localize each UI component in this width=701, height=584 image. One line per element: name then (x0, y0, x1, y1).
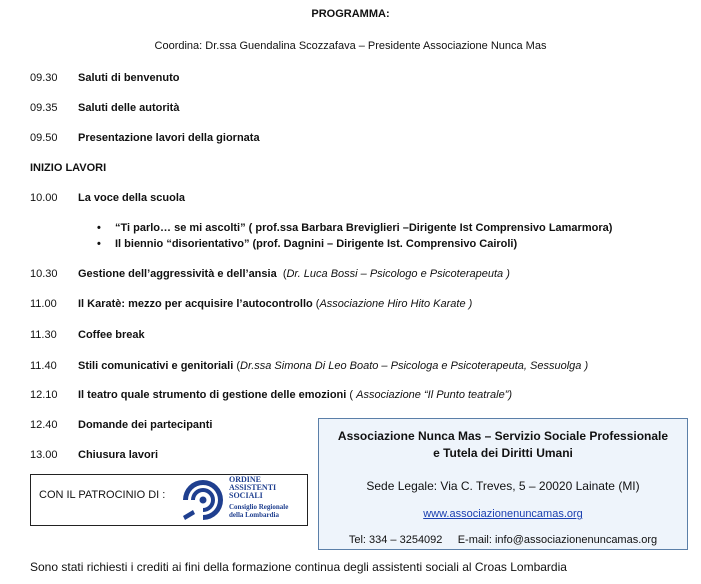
item-time: 10.30 (30, 268, 58, 280)
item-title: Coffee break (78, 329, 145, 341)
program-item (30, 389, 512, 401)
item-paren: ( (312, 298, 320, 310)
item-time: 12.10 (30, 389, 58, 401)
item-note: Associazione “Il Punto teatrale”) (356, 389, 513, 401)
program-item (30, 102, 179, 114)
association-title (319, 428, 687, 462)
program-item (30, 132, 260, 144)
item-time: 13.00 (30, 449, 58, 461)
item-title: Stili comunicativi e genitoriali (78, 360, 234, 372)
item-title: La voce della scuola (78, 192, 185, 204)
item-time: 10.00 (30, 192, 58, 204)
item-note: Dr. Luca Bossi – Psicologo e Psicoterapeuta ) (286, 268, 510, 280)
item-time: 09.35 (30, 102, 58, 114)
item-time: 11.30 (30, 329, 57, 341)
program-item (30, 329, 145, 341)
association-title-line-2: e Tutela dei Diritti Umani (433, 446, 573, 460)
logo-line-1: ORDINE (229, 475, 262, 484)
bullet-item (97, 222, 613, 234)
bullet-text: “Ti parlo… se mi ascolti” ( prof.ssa Barbara Breviglieri –Dirigente Ist Comprensivo Lamarmora) (115, 222, 613, 234)
item-title: Presentazione lavori della giornata (78, 132, 260, 144)
coordinator-line: Coordina: Dr.ssa Guendalina Scozzafava – Presidente Associazione Nunca Mas (154, 40, 547, 52)
bullet-dot-icon: • (97, 238, 101, 250)
program-item (30, 298, 472, 310)
item-title: Il teatro quale strumento di gestione delle emozioni (78, 389, 347, 401)
item-time: 09.50 (30, 132, 58, 144)
item-time: 11.00 (30, 298, 57, 310)
bullet-dot-icon: • (97, 222, 101, 234)
logo-line-5: della Lombardia (229, 511, 279, 519)
credits-footer-note: Sono stati richiesti i crediti ai fini della formazione continua degli assistenti sociali al Croas Lombardia (30, 560, 567, 574)
program-item (30, 268, 510, 280)
program-item (30, 72, 179, 84)
item-paren: ( (276, 268, 287, 280)
logo-line-4: Consiglio Regionale (229, 503, 289, 511)
association-website-link[interactable]: www.associazionenuncamas.org (423, 508, 583, 520)
ordine-assistenti-logo (181, 476, 307, 524)
program-item (30, 360, 588, 372)
association-address: Sede Legale: Via C. Treves, 5 – 20020 Lainate (MI) (366, 479, 640, 493)
logo-line-2: ASSISTENTI (229, 483, 277, 492)
item-title: Saluti di benvenuto (78, 72, 180, 84)
item-time: 11.40 (30, 360, 57, 372)
association-title-line-1: Associazione Nunca Mas – Servizio Sociale Professionale (337, 429, 669, 443)
item-paren: ( (233, 360, 240, 372)
program-item (30, 449, 158, 461)
patronage-label: CON IL PATROCINIO DI : (39, 489, 166, 501)
program-title: PROGRAMMA: (311, 8, 390, 20)
association-info-box (318, 418, 688, 550)
item-note: Dr.ssa Simona Di Leo Boato – Psicologa e Psicoterapeuta, Sessuolga ) (240, 360, 589, 372)
item-title: Domande dei partecipanti (78, 419, 213, 431)
item-title: Saluti delle autorità (78, 102, 180, 114)
association-contacts: Tel: 334 – 3254092 E-mail: info@associazionenuncamas.org (348, 534, 658, 546)
item-title: Gestione dell’aggressività e dell’ansia (78, 268, 277, 280)
bullet-item (97, 238, 518, 250)
item-title: Il Karatè: mezzo per acquisire l’autocontrollo (78, 298, 313, 310)
bullet-text: Il biennio “disorientativo” (prof. Dagnini – Dirigente Ist. Comprensivo Cairoli) (115, 238, 518, 250)
section-start-label: INIZIO LAVORI (30, 162, 107, 174)
item-time: 09.30 (30, 72, 58, 84)
item-time: 12.40 (30, 419, 58, 431)
program-item-school (30, 192, 185, 204)
program-item (30, 419, 212, 431)
item-paren: ( (346, 389, 357, 401)
item-title: Chiusura lavori (78, 449, 159, 461)
logo-line-3: SOCIALI (229, 491, 263, 500)
patronage-box (30, 474, 308, 526)
item-note: Associazione Hiro Hito Karate ) (319, 298, 473, 310)
